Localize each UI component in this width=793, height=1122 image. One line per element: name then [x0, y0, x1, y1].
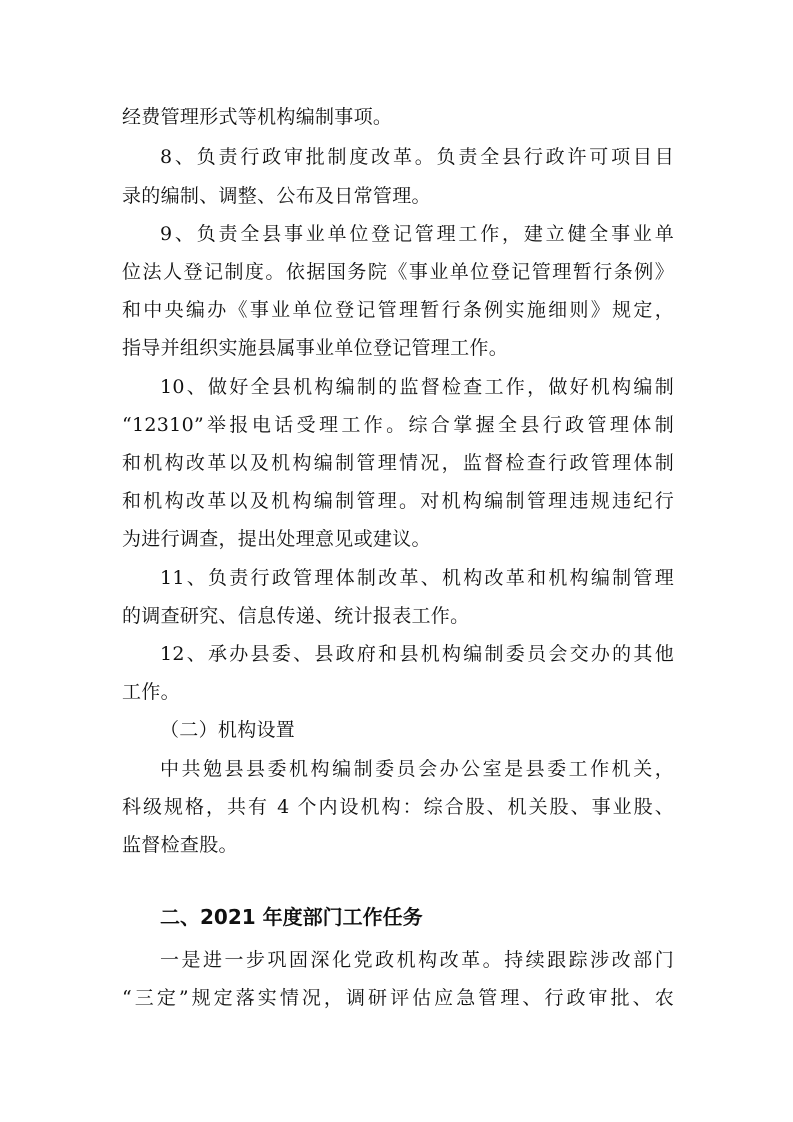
paragraph-line: 科级规格，共有 4 个内设机构：综合股、机关股、事业股、: [122, 796, 674, 818]
paragraph-line: 11、负责行政管理体制改革、机构改革和机构编制管理: [160, 567, 674, 589]
section-heading: 二、2021 年度部门工作任务: [160, 905, 423, 929]
paragraph-line: 和机构改革以及机构编制管理情况，监督检查行政管理体制: [122, 452, 674, 474]
paragraph-line: 和机构改革以及机构编制管理。对机构编制管理违规违纪行: [122, 490, 674, 512]
paragraph-line: 12、承办县委、县政府和县机构编制委员会交办的其他: [160, 643, 674, 665]
paragraph-line: 位法人登记制度。依据国务院《事业单位登记管理暂行条例》: [122, 261, 674, 283]
paragraph-line: 9、负责全县事业单位登记管理工作，建立健全事业单: [160, 223, 674, 245]
paragraph-line: 8、负责行政审批制度改革。负责全县行政许可项目目: [160, 146, 674, 168]
paragraph-line: 经费管理形式等机构编制事项。: [122, 106, 393, 128]
paragraph-line: 工作。: [122, 681, 180, 703]
paragraph-line: 和中央编办《事业单位登记管理暂行条例实施细则》规定，: [122, 299, 674, 321]
section-subheading: （二）机构设置: [160, 719, 296, 741]
paragraph-line: 的调查研究、信息传递、统计报表工作。: [122, 605, 470, 627]
paragraph-line: “12310”举报电话受理工作。综合掌握全县行政管理体制: [122, 414, 674, 436]
paragraph-line: 指导并组织实施县属事业单位登记管理工作。: [122, 337, 509, 359]
paragraph-line: 10、做好全县机构编制的监督检查工作，做好机构编制: [160, 376, 674, 398]
paragraph-line: 录的编制、调整、公布及日常管理。: [122, 185, 431, 207]
paragraph-line: 监督检查股。: [122, 834, 238, 856]
paragraph-line: 为进行调查，提出处理意见或建议。: [122, 528, 431, 550]
paragraph-line: “三定”规定落实情况，调研评估应急管理、行政审批、农: [122, 987, 674, 1009]
paragraph-line: 一是进一步巩固深化党政机构改革。持续跟踪涉改部门: [160, 949, 674, 971]
paragraph-line: 中共勉县县委机构编制委员会办公室是县委工作机关，: [160, 758, 674, 780]
